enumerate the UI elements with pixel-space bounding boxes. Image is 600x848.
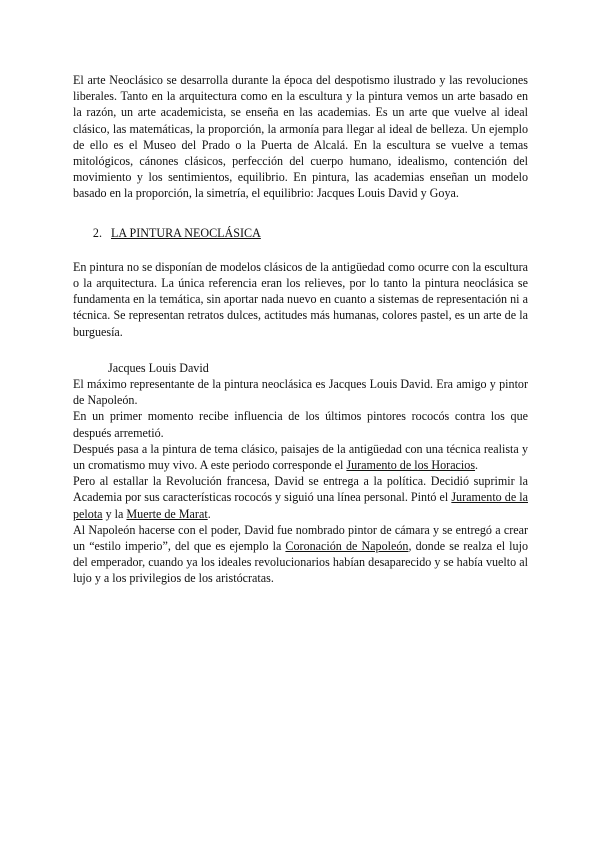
link-juramento-pelota[interactable]: Juramento de la pelota [73, 490, 528, 521]
david-paragraph-2: En un primer momento recibe influencia de los últimos pintores rococós contra los que después arremetió. [73, 409, 528, 440]
david-paragraph-3-end: . [475, 458, 479, 473]
section-intro-paragraph: En pintura no se disponían de modelos clásicos de la antigüedad como ocurre con la escultura o la arquitectura. La única referencia eran los relieves, por lo tanto la pintura neoclásica se fundamenta en la temática, sin aportar nada nuevo en cuanto a sistemas de representación ni a técnica. Se representan retratos dulces, actitudes más humanas, colores pastel, es un arte de la burguesía. [73, 259, 528, 339]
section-title: LA PINTURA NEOCLÁSICA [111, 225, 261, 240]
david-paragraph-5-end: , donde se realza el lujo del emperador, cuando ya los ideales revolucionarios habían desaparecido y se había vuelto al lujo y a los privilegios de los aristócratas. [73, 539, 528, 586]
section-heading [73, 225, 528, 241]
intro-paragraph: El arte Neoclásico se desarrolla durante la época del despotismo ilustrado y las revoluciones liberales. Tanto en la arquitectura como en la escultura y la pintura vemos un arte basado en la razón, un arte academicista, se enseña en las academias. Es un arte que vuelve al ideal clásico, las matemáticas, la proporción, la armonía para llegar al ideal de belleza. Un ejemplo de ello es el Museo del Prado o la Puerta de Alcalá. En la escultura se vuelve a temas mitológicos, cánones clásicos, perfección del cuerpo humano, idealismo, contención del movimiento y los sentimientos, equilibrio. En pintura, las academias enseñan un modelo basado en la proporción, la simetría, el equilibrio: Jacques Louis David y Goya. [73, 73, 528, 201]
link-muerte-marat[interactable]: Muerte de Marat [126, 506, 208, 521]
david-paragraph-3 [73, 441, 528, 473]
david-paragraph-4-joiner: y la [102, 506, 127, 521]
david-paragraph-4-end: . [207, 506, 211, 521]
david-paragraph-5-text: Al Napoleón hacerse con el poder, David fue nombrado pintor de cámara y se entregó a crear un “estilo imperio”, del que es ejemplo la [73, 522, 528, 554]
david-paragraph-4 [73, 473, 528, 522]
david-paragraph-3-text: Después pasa a la pintura de tema clásico, paisajes de la antigüedad con una técnica realista y un cromatismo muy vivo. A este periodo corresponde el [73, 441, 528, 473]
david-paragraph-1: El máximo representante de la pintura neoclásica es Jacques Louis David. Era amigo y pintor de Napoleón. [73, 377, 528, 408]
link-juramento-horacios[interactable]: Juramento de los Horacios [346, 458, 476, 473]
david-paragraph-5 [73, 522, 528, 587]
link-coronacion-napoleon[interactable]: Coronación de Napoleón [285, 539, 409, 554]
document-page [73, 72, 528, 587]
section-number: 2. [92, 225, 102, 240]
david-paragraph-4-text: Pero al estallar la Revolución francesa, David se entrega a la política. Decidió suprimir la Academia por sus características rococós y siguió una línea personal. Pintó el [73, 474, 528, 505]
david-heading: Jacques Louis David [108, 360, 209, 375]
